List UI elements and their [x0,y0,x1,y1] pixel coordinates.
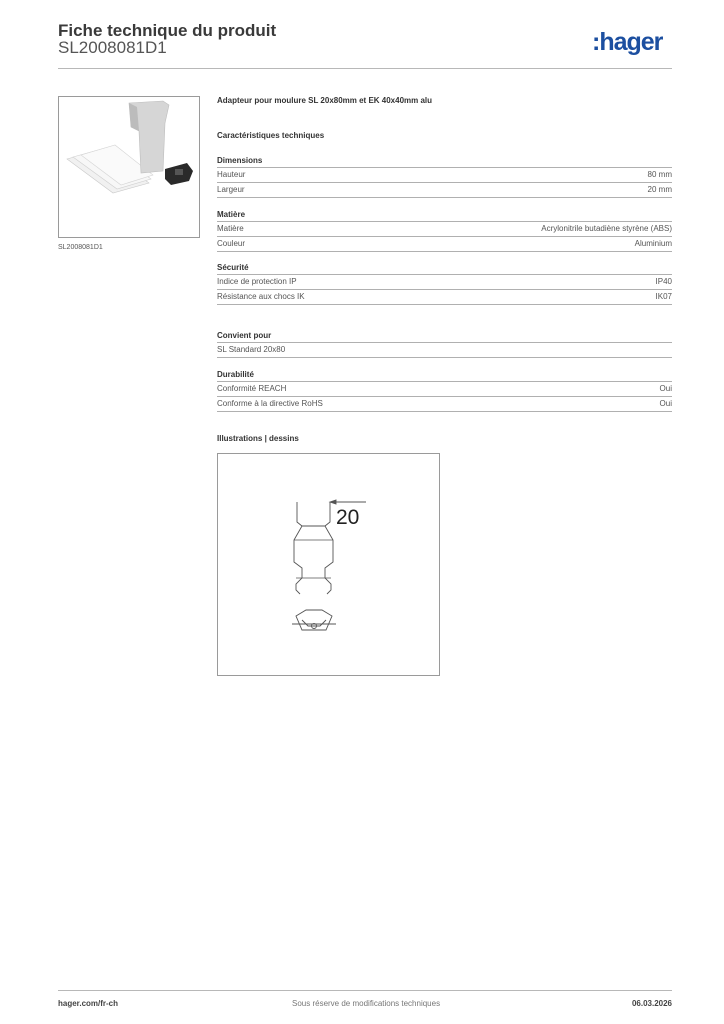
spec-row [217,168,672,183]
logo-dots: : [592,28,600,56]
section-suitable-for [217,329,672,358]
hager-logo [592,28,662,57]
footer-date: 06.03.2026 [631,999,672,1008]
logo-text: hager [599,28,663,56]
section-security [217,261,672,305]
spec-row [217,275,672,290]
technical-drawing-svg [218,454,439,675]
section-dimensions [217,154,672,198]
section-durability [217,368,672,412]
spec-row [217,237,672,252]
spec-value: IK07 [655,292,672,301]
spec-value: Oui [659,384,672,393]
spec-row [217,397,672,412]
footer-divider [58,990,672,991]
spec-row [217,290,672,305]
spec-value: Oui [659,399,672,408]
spec-value: Acrylonitrile butadiène styrène (ABS) [541,224,672,233]
spec-value: 20 mm [647,185,672,194]
illustrations-heading: Illustrations | dessins [217,434,299,443]
spec-row [217,222,672,237]
spec-label: SL Standard 20x80 [217,345,286,354]
spec-label: Conforme à la directive RoHS [217,399,323,408]
spec-row [217,382,672,397]
section-heading: Dimensions [217,154,672,168]
footer-disclaimer: Sous réserve de modifications techniques [292,999,441,1008]
spec-label: Couleur [217,239,246,248]
spec-row [217,343,672,358]
header-divider [58,68,672,69]
section-heading: Sécurité [217,261,672,275]
section-heading: Convient pour [217,329,672,343]
technical-drawing [217,453,440,676]
spec-label: Conformité REACH [217,384,287,393]
product-photo [58,96,200,238]
spec-label: Largeur [217,185,245,194]
spec-value: 80 mm [647,170,672,179]
product-photo-drawing [59,97,199,237]
spec-row [217,183,672,198]
product-reference: SL2008081D1 [58,38,167,57]
dimension-label: 20 [336,506,360,529]
spec-label: Matière [217,224,244,233]
spec-label: Indice de protection IP [217,277,297,286]
product-name: Adapteur pour moulure SL 20x80mm et EK 40x40mm alu [217,96,433,105]
spec-value: IP40 [655,277,672,286]
document-title: Fiche technique du produit [58,21,277,40]
spec-label: Résistance aux chocs IK [217,292,305,301]
footer-website-link[interactable]: hager.com/fr-ch [58,999,119,1008]
characteristics-heading: Caractéristiques techniques [217,131,325,140]
spec-label: Hauteur [217,170,246,179]
product-photo-caption: SL2008081D1 [58,244,103,251]
spec-value: Aluminium [634,239,672,248]
section-material [217,208,672,252]
section-heading: Matière [217,208,672,222]
section-heading: Durabilité [217,368,672,382]
